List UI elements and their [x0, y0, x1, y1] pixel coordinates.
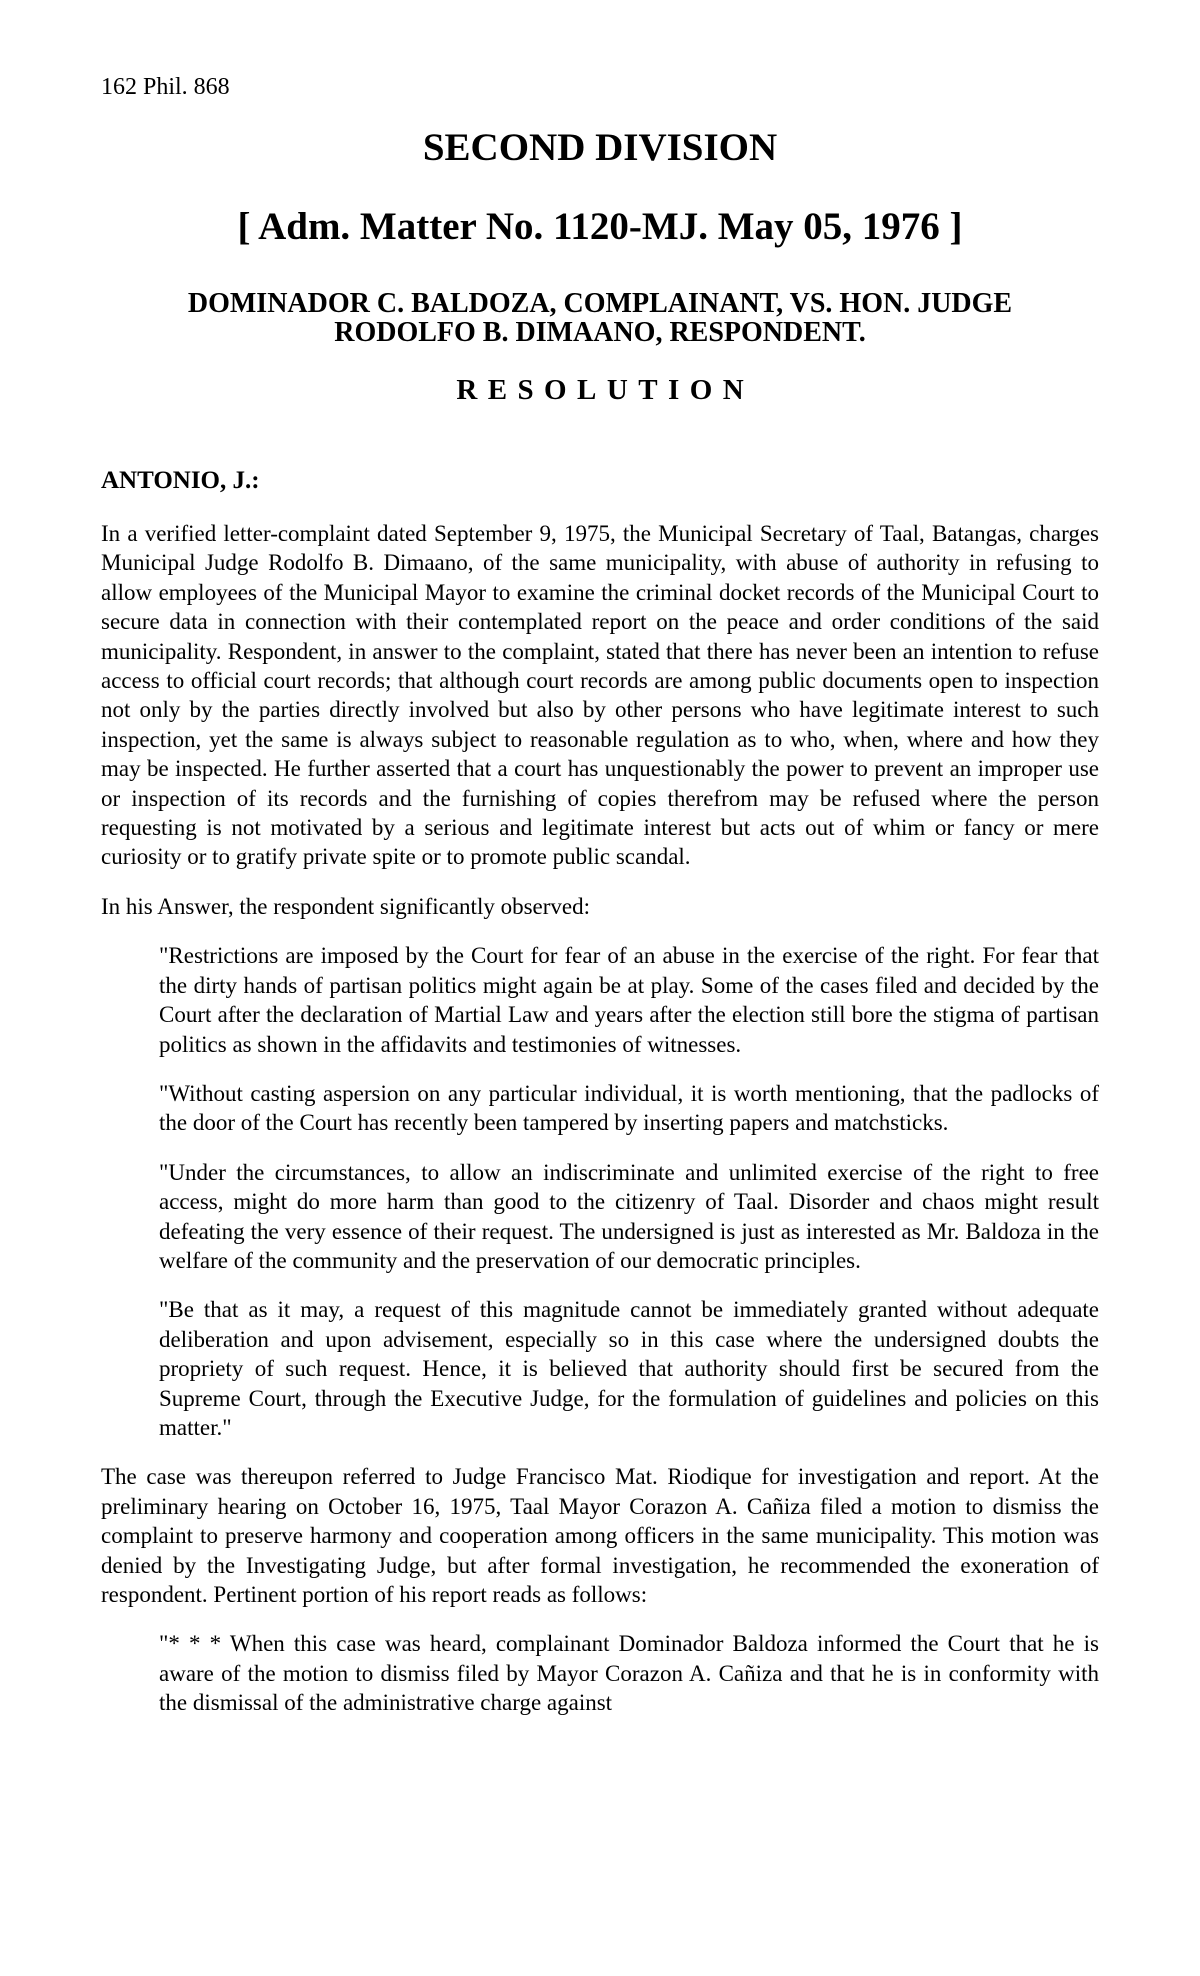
case-number-heading: [ Adm. Matter No. 1120-MJ. May 05, 1976 ] [237, 205, 963, 248]
document-type-heading: RESOLUTION [456, 374, 755, 406]
block-quote [159, 941, 1099, 1442]
block-quote [159, 1629, 1099, 1717]
quote-paragraph: "Be that as it may, a request of this magnitude cannot be immediately granted without adequate deliberation and upon advisement, especially so in this case where the undersigned doubts the propriety of such request. Hence, it is believed that authority should first be secured from the Supreme Court, through the Executive Judge, for the formulation of guidelines and policies on this matter." [159, 1297, 1099, 1440]
body-paragraph: In his Answer, the respondent significantly observed: [101, 893, 591, 919]
body-paragraph: The case was thereupon referred to Judge Francisco Mat. Riodique for investigation and report. At the preliminary hearing on October 16, 1975, Taal Mayor Corazon A. Cañiza filed a motion to dismiss the complaint to preserve harmony and cooperation among officers in the same municipality. This motion was denied by the Investigating Judge, but after formal investigation, he recommended the exoneration of respondent. Pertinent portion of his report reads as follows: [101, 1464, 1099, 1607]
quote-paragraph: "Under the circumstances, to allow an indiscriminate and unlimited exercise of the right to free access, might do more harm than good to the citizenry of Taal. Disorder and chaos might result defeating the very essence of their request. The undersigned is just as interested as Mr. Baldoza in the welfare of the community and the preservation of our democratic principles. [159, 1159, 1099, 1273]
division-heading: SECOND DIVISION [422, 126, 778, 169]
body-paragraph: In a verified letter-complaint dated September 9, 1975, the Municipal Secretary of Taal, Batangas, charges Municipal Judge Rodolfo B. Dimaano, of the same municipality, with abuse of authority in refusing to allow employees of the Municipal Mayor to examine the criminal docket records of the Municipal Court to secure data in connection with their contemplated report on the peace and order conditions of the said municipality. Respondent, in answer to the complaint, stated that there has never been an intention to refuse access to official court records; that although court records are among public documents open to inspection not only by the parties directly involved but also by other persons who have legitimate interest to such inspection, yet the same is always subject to reasonable regulation as to who, when, where and how they may be inspected. He further asserted that a court has unquestionably the power to prevent an improper use or inspection of its records and the furnishing of copies therefrom may be refused where the person requesting is not motivated by a serious and legitimate interest but acts out of whim or fancy or mere curiosity or to gratify private spite or to promote public scandal. [101, 521, 1099, 870]
quote-paragraph: "Restrictions are imposed by the Court for fear of an abuse in the exercise of the right. For fear that the dirty hands of partisan politics might again be at play. Some of the cases filed and decided by the Court after the declaration of Martial Law and years after the election still bore the stigma of partisan politics as shown in the affidavits and testimonies of witnesses. [159, 943, 1099, 1057]
reporter-citation: 162 Phil. 868 [101, 74, 230, 100]
quote-paragraph: "* * * When this case was heard, complainant Dominador Baldoza informed the Court that he is aware of the motion to dismiss filed by Mayor Corazon A. Cañiza and that he is in conformity with the dismissal of the administrative charge against [159, 1631, 1099, 1716]
case-parties: DOMINADOR C. BALDOZA, COMPLAINANT, VS. HON. JUDGE RODOLFO B. DIMAANO, RESPONDENT. [187, 288, 1013, 348]
quote-paragraph: "Without casting aspersion on any particular individual, it is worth mentioning, that the padlocks of the door of the Court has recently been tampered by inserting papers and matchsticks. [159, 1080, 1099, 1136]
ponente: ANTONIO, J.: [101, 467, 260, 494]
resolution-body [101, 519, 1099, 1738]
